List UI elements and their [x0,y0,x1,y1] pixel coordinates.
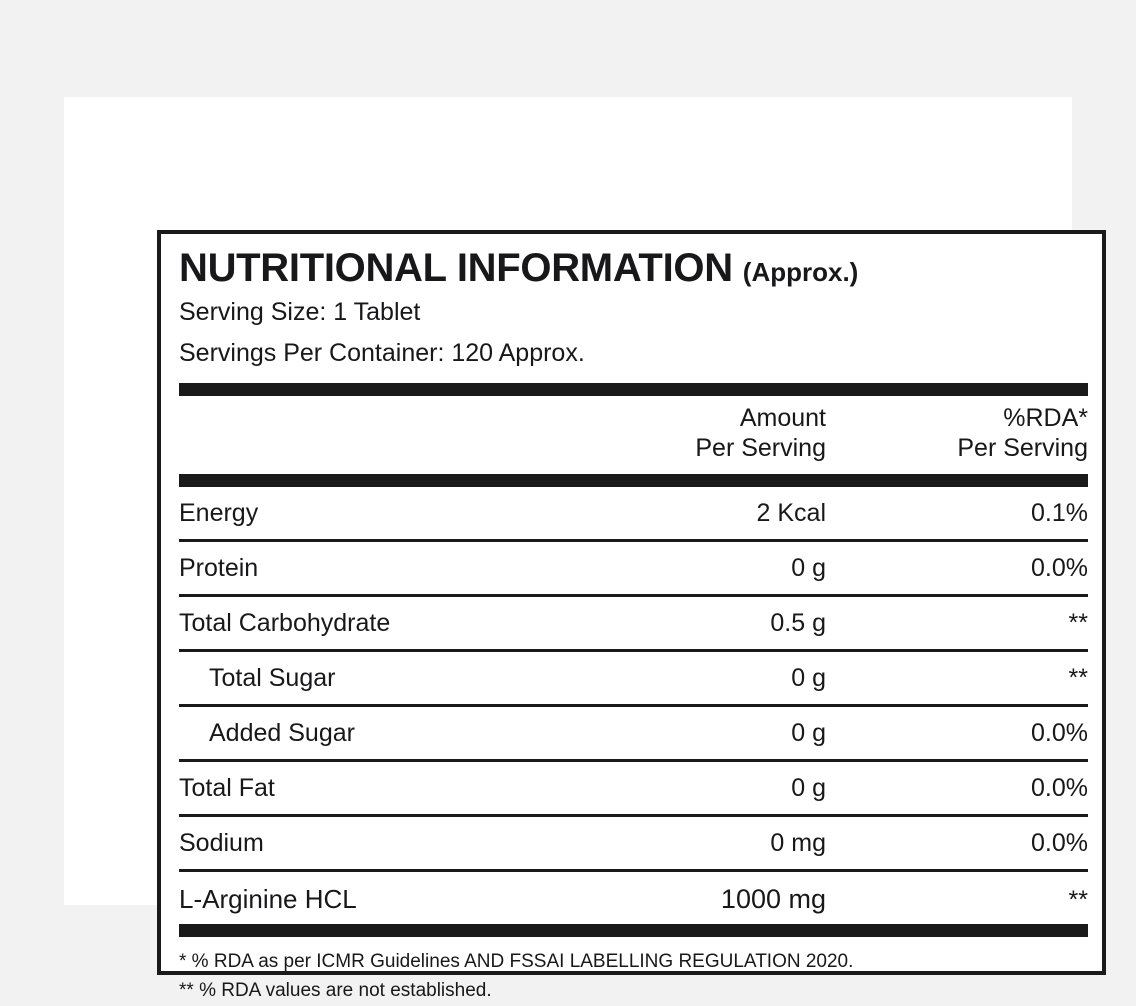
table-row [179,542,1088,594]
nutrient-name: Total Sugar [209,663,336,692]
divider-thick-header [179,474,1088,487]
table-row [179,487,1088,539]
table-row [179,817,1088,869]
nutrient-rda: 0.1% [1031,498,1088,527]
label-card [64,97,1088,1002]
nutrient-name: Total Fat [179,773,275,802]
nutrient-amount: 2 Kcal [756,498,826,527]
column-header-rda-line1: %RDA* [1003,403,1088,432]
nutrient-name: Protein [179,553,259,582]
serving-size-text: Serving Size: 1 Tablet [179,297,421,326]
column-header-amount-line2: Per Serving [695,433,826,462]
nutrient-rda: ** [1068,608,1088,637]
nutrition-facts-content [179,240,1088,1006]
nutrient-name: L-Arginine HCL [179,883,357,914]
label-heading [179,240,1088,291]
column-header-amount [526,403,826,463]
nutrient-amount: 0.5 g [770,608,826,637]
nutrient-amount: 0 g [791,773,826,802]
table-row [179,762,1088,814]
column-header-rda-line2: Per Serving [957,433,1088,462]
nutrient-rda: ** [1068,663,1088,692]
column-header-amount-line1: Amount [739,403,826,432]
nutrient-name: Total Carbohydrate [179,608,391,637]
divider-thick-top [179,383,1088,396]
nutrient-rda: 0.0% [1031,828,1088,857]
page-title: NUTRITIONAL INFORMATION [179,246,733,290]
nutrient-amount: 1000 mg [720,883,826,914]
nutrition-facts-panel [157,230,1106,1002]
footnote-rda-not-established: ** % RDA values are not established. [179,980,492,1002]
footnotes [179,937,1088,1006]
column-headers [179,396,1088,467]
table-row [179,597,1088,649]
divider-thick-bottom [179,924,1088,937]
nutrient-amount: 0 mg [770,828,826,857]
nutrient-name: Sodium [179,828,264,857]
footnote-rda-source: * % RDA as per ICMR Guidelines AND FSSAI LABELLING REGULATION 2020. [179,950,854,972]
nutrient-amount: 0 g [791,663,826,692]
nutrient-rda: 0.0% [1031,718,1088,747]
nutrient-rda: 0.0% [1031,553,1088,582]
column-header-rda [826,403,1088,463]
servings-per-container-text: Servings Per Container: 120 Approx. [179,339,585,368]
nutrient-amount: 0 g [791,718,826,747]
nutrient-rda: ** [1068,885,1088,914]
table-row [179,652,1088,704]
nutrient-name: Energy [179,498,259,527]
table-row [179,707,1088,759]
nutrient-amount: 0 g [791,553,826,582]
page-title-suffix: (Approx.) [742,257,859,287]
nutrient-name: Added Sugar [209,718,355,747]
nutrient-rda: 0.0% [1031,773,1088,802]
table-row [179,872,1088,924]
